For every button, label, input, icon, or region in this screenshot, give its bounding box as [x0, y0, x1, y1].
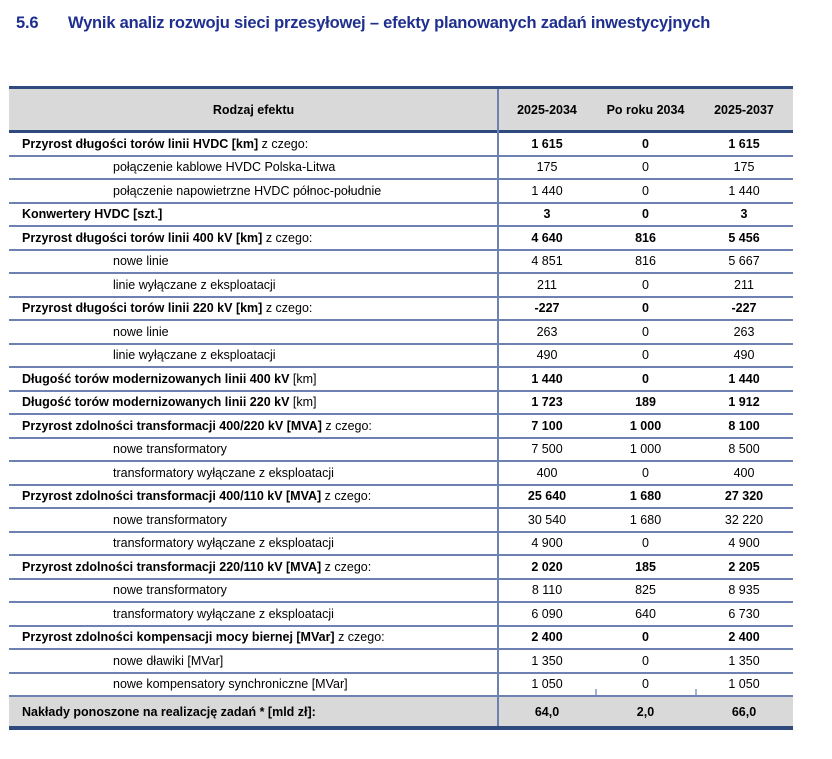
row-label-rest: z czego:: [321, 489, 372, 504]
row-label-rest: z czego:: [262, 301, 313, 316]
table-row: [9, 697, 793, 726]
value-2025-2034: 1 723: [531, 395, 563, 410]
table-row: [9, 204, 793, 228]
value-po-roku-2034: 0: [642, 207, 649, 222]
effects-table: [9, 86, 793, 730]
column-tick: [695, 689, 697, 695]
value-2025-2034: 8 110: [531, 583, 563, 598]
value-2025-2037: 32 220: [724, 512, 764, 527]
section-title: Wynik analiz rozwoju sieci przesyłowej – efekty planowanych zadań inwestycyjnych: [68, 14, 711, 32]
row-label-rest: z czego:: [262, 230, 313, 245]
value-2025-2034: 400: [536, 465, 558, 480]
row-label: [9, 560, 498, 574]
value-po-roku-2034: 0: [642, 465, 649, 480]
value-2025-2034: 2 020: [531, 559, 563, 574]
table-row: [9, 439, 793, 463]
value-po-roku-2034: 0: [642, 677, 649, 692]
row-label-rest: nowe kompensatory synchroniczne [MVar]: [113, 677, 348, 692]
table-row: [9, 674, 793, 698]
row-label-rest: linie wyłączane z eksploatacji: [113, 277, 276, 292]
value-2025-2034: 64,0: [534, 704, 560, 719]
table-row: [9, 650, 793, 674]
value-po-roku-2034: 0: [642, 301, 649, 316]
value-2025-2037: 4 900: [728, 536, 760, 551]
value-po-roku-2034: 189: [635, 395, 656, 410]
row-label: [9, 677, 498, 691]
row-label: [9, 278, 498, 292]
row-label-rest: z czego:: [334, 630, 385, 645]
value-2025-2037: 5 667: [728, 254, 760, 269]
table-row: [9, 462, 793, 486]
value-2025-2034: 1 440: [531, 183, 563, 198]
row-label-rest: nowe transformatory: [113, 512, 227, 527]
value-2025-2037: 2 205: [728, 559, 760, 574]
value-2025-2037: 1 350: [728, 653, 760, 668]
row-label: [9, 372, 498, 386]
table-row: [9, 486, 793, 510]
header-po-roku-2034: Po roku 2034: [606, 102, 685, 117]
row-label: [9, 536, 498, 550]
row-label-rest: połączenie kablowe HVDC Polska-Litwa: [113, 160, 336, 175]
value-2025-2034: 6 090: [531, 606, 563, 621]
row-label: [9, 207, 498, 221]
row-label: [9, 231, 498, 245]
value-2025-2034: 2 400: [531, 630, 563, 645]
section-number: 5.6: [16, 14, 39, 32]
column-divider: [497, 89, 499, 726]
value-po-roku-2034: 0: [642, 630, 649, 645]
value-po-roku-2034: 640: [635, 606, 656, 621]
value-po-roku-2034: 0: [642, 277, 649, 292]
value-2025-2037: 27 320: [724, 489, 764, 504]
value-2025-2034: 263: [536, 324, 558, 339]
table-row: [9, 580, 793, 604]
table-row: [9, 556, 793, 580]
value-2025-2034: 25 640: [527, 489, 567, 504]
value-po-roku-2034: 0: [642, 160, 649, 175]
value-po-roku-2034: 1 680: [629, 489, 662, 504]
value-2025-2034: 490: [536, 348, 558, 363]
value-2025-2034: 1 440: [531, 371, 563, 386]
table-row: [9, 415, 793, 439]
value-po-roku-2034: 0: [642, 371, 649, 386]
table-body: [9, 133, 793, 726]
value-2025-2037: 8 100: [728, 418, 760, 433]
value-po-roku-2034: 0: [642, 324, 649, 339]
row-label: [9, 442, 498, 456]
row-label-rest: nowe linie: [113, 324, 169, 339]
value-2025-2037: 263: [733, 324, 755, 339]
value-2025-2034: 211: [537, 277, 557, 292]
value-po-roku-2034: 1 680: [629, 512, 662, 527]
table-row: [9, 180, 793, 204]
row-label: [9, 705, 498, 719]
row-label-rest: [km]: [289, 371, 317, 386]
table-row: [9, 603, 793, 627]
value-2025-2037: 1 050: [728, 677, 760, 692]
value-2025-2037: 1 615: [728, 136, 760, 151]
value-2025-2037: 1 440: [728, 183, 760, 198]
row-label-bold: Nakłady ponoszone na realizację zadań * [mld zł]:: [22, 704, 316, 719]
row-label: [9, 301, 498, 315]
row-label-rest: transformatory wyłączane z eksploatacji: [113, 606, 334, 621]
value-2025-2034: -227: [534, 301, 560, 316]
row-label-bold: Przyrost zdolności kompensacji mocy biernej [MVar]: [22, 630, 335, 645]
table-row: [9, 392, 793, 416]
row-label-bold: Przyrost zdolności transformacji 220/110 kV [MVA]: [22, 559, 322, 574]
table-row: [9, 274, 793, 298]
value-2025-2034: 4 851: [531, 254, 563, 269]
row-label: [9, 489, 498, 503]
value-po-roku-2034: 0: [642, 136, 649, 151]
value-2025-2037: 211: [734, 277, 754, 292]
row-label: [9, 419, 498, 433]
value-2025-2037: 400: [733, 465, 755, 480]
table-row: [9, 533, 793, 557]
value-po-roku-2034: 816: [635, 230, 656, 245]
value-2025-2037: 175: [733, 160, 755, 175]
table-header-row: [9, 89, 793, 133]
row-label-bold: Przyrost zdolności transformacji 400/110 kV [MVA]: [22, 489, 322, 504]
row-label-rest: z czego:: [321, 559, 372, 574]
value-po-roku-2034: 1 000: [629, 418, 662, 433]
value-2025-2034: 1 615: [531, 136, 563, 151]
header-2025-2037: 2025-2037: [714, 102, 774, 117]
row-label: [9, 466, 498, 480]
table-row: [9, 509, 793, 533]
value-2025-2034: 7 500: [531, 442, 563, 457]
value-2025-2034: 3: [543, 207, 551, 222]
value-po-roku-2034: 825: [635, 583, 656, 598]
row-label-bold: Przyrost długości torów linii 400 kV [km]: [22, 230, 263, 245]
row-label-rest: nowe linie: [113, 254, 169, 269]
value-2025-2037: 1 912: [728, 395, 760, 410]
table-row: [9, 368, 793, 392]
row-label: [9, 630, 498, 644]
row-label-rest: transformatory wyłączane z eksploatacji: [113, 536, 334, 551]
row-label: [9, 160, 498, 174]
row-label-rest: transformatory wyłączane z eksploatacji: [113, 465, 334, 480]
row-label-rest: nowe transformatory: [113, 442, 227, 457]
row-label: [9, 654, 498, 668]
value-2025-2034: 1 350: [531, 653, 563, 668]
row-label-bold: Przyrost długości torów linii 220 kV [km]: [22, 301, 263, 316]
value-2025-2037: 490: [733, 348, 755, 363]
row-label-bold: Długość torów modernizowanych linii 400 kV: [22, 371, 290, 386]
value-2025-2034: 175: [536, 160, 558, 175]
value-po-roku-2034: 1 000: [629, 442, 662, 457]
row-label-rest: [km]: [289, 395, 317, 410]
document-page: [0, 14, 832, 759]
table-row: [9, 133, 793, 157]
value-2025-2037: 2 400: [728, 630, 760, 645]
row-label: [9, 395, 498, 409]
row-label-bold: Konwertery HVDC [szt.]: [22, 207, 163, 222]
value-po-roku-2034: 0: [642, 183, 649, 198]
value-2025-2037: 1 440: [728, 371, 760, 386]
value-2025-2037: 6 730: [728, 606, 760, 621]
value-2025-2037: -227: [731, 301, 757, 316]
value-2025-2034: 30 540: [527, 512, 567, 527]
value-2025-2034: 4 640: [531, 230, 563, 245]
row-label-rest: linie wyłączane z eksploatacji: [113, 348, 276, 363]
row-label-rest: z czego:: [258, 136, 309, 151]
row-label-rest: nowe dławiki [MVar]: [113, 653, 224, 668]
row-label: [9, 583, 498, 597]
row-label-rest: nowe transformatory: [113, 583, 227, 598]
row-label: [9, 137, 498, 151]
value-po-roku-2034: 0: [642, 348, 649, 363]
value-2025-2034: 4 900: [531, 536, 563, 551]
row-label: [9, 184, 498, 198]
value-po-roku-2034: 816: [635, 254, 656, 269]
row-label-rest: połączenie napowietrzne HVDC północ-południe: [113, 183, 382, 198]
row-label: [9, 254, 498, 268]
value-2025-2034: 1 050: [531, 677, 563, 692]
header-rodzaj-efektu: Rodzaj efektu: [212, 102, 295, 117]
table-row: [9, 321, 793, 345]
row-label: [9, 325, 498, 339]
value-2025-2034: 7 100: [531, 418, 563, 433]
table-row: [9, 345, 793, 369]
row-label-rest: z czego:: [321, 418, 372, 433]
table-row: [9, 157, 793, 181]
row-label-bold: Przyrost długości torów linii HVDC [km]: [22, 136, 259, 151]
section-heading: [16, 14, 832, 33]
value-2025-2037: 5 456: [728, 230, 760, 245]
row-label: [9, 513, 498, 527]
table-row: [9, 251, 793, 275]
value-po-roku-2034: 0: [642, 536, 649, 551]
header-2025-2034: 2025-2034: [517, 102, 577, 117]
value-po-roku-2034: 2,0: [636, 704, 655, 719]
table-row: [9, 298, 793, 322]
table-row: [9, 627, 793, 651]
row-label: [9, 348, 498, 362]
row-label: [9, 607, 498, 621]
row-label-bold: Długość torów modernizowanych linii 220 kV: [22, 395, 290, 410]
value-po-roku-2034: 185: [635, 559, 656, 574]
table-row: [9, 227, 793, 251]
value-po-roku-2034: 0: [642, 653, 649, 668]
value-2025-2037: 3: [740, 207, 748, 222]
value-2025-2037: 8 500: [728, 442, 760, 457]
row-label-bold: Przyrost zdolności transformacji 400/220 kV [MVA]: [22, 418, 322, 433]
value-2025-2037: 66,0: [731, 704, 757, 719]
column-tick: [595, 689, 597, 695]
value-2025-2037: 8 935: [728, 583, 760, 598]
